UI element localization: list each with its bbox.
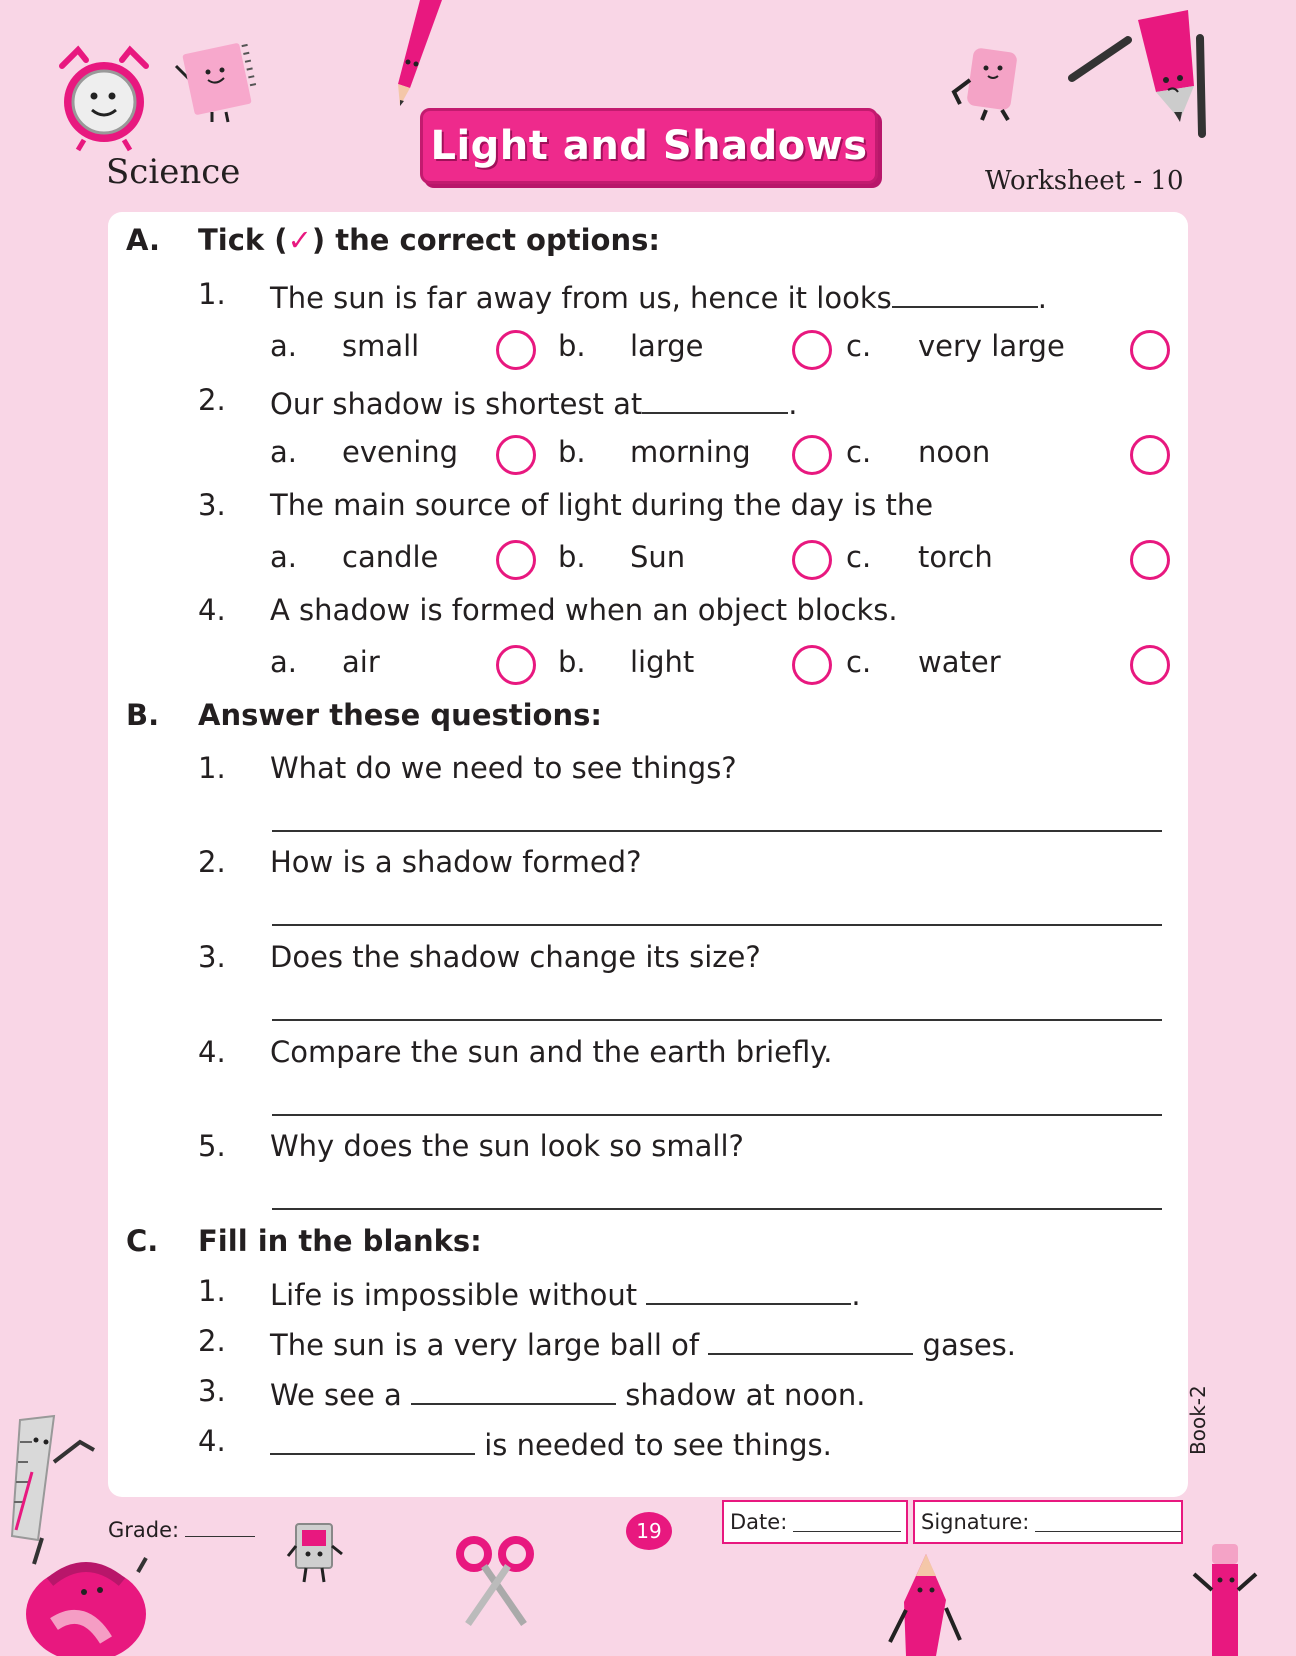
section-a-title [198, 223, 660, 257]
option-text: very large [918, 329, 1065, 363]
question-number: 2. [198, 1324, 226, 1358]
answer-line[interactable] [272, 1208, 1162, 1210]
question-number: 1. [198, 277, 226, 311]
bag-character-icon [14, 1528, 154, 1656]
pencil-bottom-icon [886, 1550, 966, 1656]
notepad-icon [172, 42, 262, 126]
option-text: noon [918, 435, 991, 469]
option-letter: c. [846, 435, 872, 469]
option-checkbox[interactable] [792, 330, 832, 370]
answer-line[interactable] [272, 830, 1162, 832]
section-b-title: Answer these questions: [198, 698, 602, 732]
worksheet-number: Worksheet - 10 [985, 166, 1184, 196]
fill-blank-line[interactable] [646, 1277, 851, 1305]
fill-blank-pre: The sun is a very large ball of [270, 1328, 709, 1362]
section-a-letter: A. [126, 223, 160, 257]
option-text: morning [630, 435, 751, 469]
question-text-post: . [1037, 281, 1047, 315]
question-number: 2. [198, 845, 226, 879]
option-text: small [342, 329, 420, 363]
fill-blank-post: shadow at noon. [616, 1378, 866, 1412]
fill-blank-line[interactable] [411, 1377, 616, 1405]
answer-line[interactable] [272, 1114, 1162, 1116]
question-text: Does the shadow change its size? [270, 940, 761, 974]
fill-blank-pre: We see a [270, 1378, 412, 1412]
book-label: Book-2 [1186, 1385, 1210, 1455]
question-text-pre: Our shadow is shortest at [270, 387, 643, 421]
option-letter: a. [270, 435, 297, 469]
question-number: 4. [198, 1035, 226, 1069]
grade-input-line[interactable] [185, 1518, 255, 1537]
question-number: 3. [198, 1374, 226, 1408]
question-number: 3. [198, 488, 226, 522]
option-text: Sun [630, 540, 686, 574]
question-text: What do we need to see things? [270, 751, 737, 785]
fill-blank-post: . [851, 1278, 861, 1312]
question-text: Compare the sun and the earth briefly. [270, 1035, 833, 1069]
fill-blank-text [270, 1427, 832, 1460]
page-title: Light and Shadows [430, 123, 868, 169]
section-b-letter: B. [126, 698, 160, 732]
option-letter: c. [846, 329, 872, 363]
question-text: How is a shadow formed? [270, 845, 642, 879]
option-letter: b. [558, 329, 586, 363]
fill-blank-line[interactable] [270, 1427, 475, 1455]
option-letter: b. [558, 645, 586, 679]
question-text-pre: The sun is far away from us, hence it looks [270, 281, 892, 315]
question-number: 2. [198, 383, 226, 417]
pencil-character-icon [1068, 8, 1218, 138]
question-number: 4. [198, 593, 226, 627]
page-title-banner [420, 108, 878, 184]
question-number: 5. [198, 1129, 226, 1163]
fill-blank-text [270, 1327, 1016, 1360]
fill-blank-text [270, 1277, 861, 1310]
option-letter: c. [846, 540, 872, 574]
date-box [722, 1500, 908, 1544]
question-number: 3. [198, 940, 226, 974]
section-a-title-pre: Tick ( [198, 223, 288, 257]
option-checkbox[interactable] [496, 645, 536, 685]
question-text: The main source of light during the day is the [270, 488, 934, 522]
date-input-line[interactable] [793, 1513, 901, 1532]
option-checkbox[interactable] [496, 330, 536, 370]
question-number: 1. [198, 751, 226, 785]
answer-blank[interactable] [642, 386, 788, 414]
fill-blank-pre: Life is impossible without [270, 1278, 647, 1312]
subject-label: Science [106, 152, 241, 192]
option-checkbox[interactable] [496, 435, 536, 475]
option-text: light [630, 645, 695, 679]
option-checkbox[interactable] [792, 645, 832, 685]
eraser-icon [946, 44, 1036, 124]
question-text: Why does the sun look so small? [270, 1129, 744, 1163]
fill-blank-post: is needed to see things. [475, 1428, 832, 1462]
question-number: 4. [198, 1424, 226, 1458]
question-text-post: . [788, 387, 798, 421]
fill-blank-line[interactable] [708, 1327, 913, 1355]
answer-blank[interactable] [892, 280, 1038, 308]
option-text: air [342, 645, 380, 679]
pen-character-icon [1190, 1540, 1260, 1656]
sharpener-character-icon [286, 1520, 346, 1586]
option-letter: a. [270, 645, 297, 679]
fill-blank-text [270, 1377, 865, 1410]
question-text: A shadow is formed when an object blocks. [270, 593, 898, 627]
option-checkbox[interactable] [792, 435, 832, 475]
option-checkbox[interactable] [1130, 435, 1170, 475]
option-text: candle [342, 540, 439, 574]
alarm-clock-icon [54, 44, 154, 154]
option-letter: a. [270, 329, 297, 363]
option-text: large [630, 329, 704, 363]
option-checkbox[interactable] [792, 540, 832, 580]
section-c-title: Fill in the blanks: [198, 1224, 482, 1258]
option-letter: b. [558, 540, 586, 574]
section-a-title-post: ) the correct options: [311, 223, 660, 257]
fill-blank-post: gases. [913, 1328, 1017, 1362]
tick-mark-icon: ✓ [287, 223, 312, 257]
date-label: Date: [730, 1510, 788, 1534]
option-text: torch [918, 540, 993, 574]
option-checkbox[interactable] [1130, 645, 1170, 685]
signature-input-line[interactable] [1035, 1513, 1181, 1532]
answer-line[interactable] [272, 1019, 1162, 1021]
option-text: water [918, 645, 1001, 679]
option-letter: c. [846, 645, 872, 679]
signature-label: Signature: [921, 1510, 1030, 1534]
option-checkbox[interactable] [496, 540, 536, 580]
pencil-top-icon [380, 0, 450, 110]
option-checkbox[interactable] [1130, 540, 1170, 580]
scissors-icon [454, 1534, 540, 1626]
question-text [270, 280, 1047, 313]
option-letter: a. [270, 540, 297, 574]
page-number-badge: 19 [626, 1512, 672, 1550]
section-c-letter: C. [126, 1224, 159, 1258]
signature-box [913, 1500, 1183, 1544]
question-text [270, 386, 798, 419]
option-letter: b. [558, 435, 586, 469]
question-number: 1. [198, 1274, 226, 1308]
option-checkbox[interactable] [1130, 330, 1170, 370]
ruler-character-icon [10, 1412, 100, 1542]
grade-label: Grade: [108, 1518, 180, 1542]
option-text: evening [342, 435, 459, 469]
grade-field [108, 1518, 255, 1542]
answer-line[interactable] [272, 924, 1162, 926]
